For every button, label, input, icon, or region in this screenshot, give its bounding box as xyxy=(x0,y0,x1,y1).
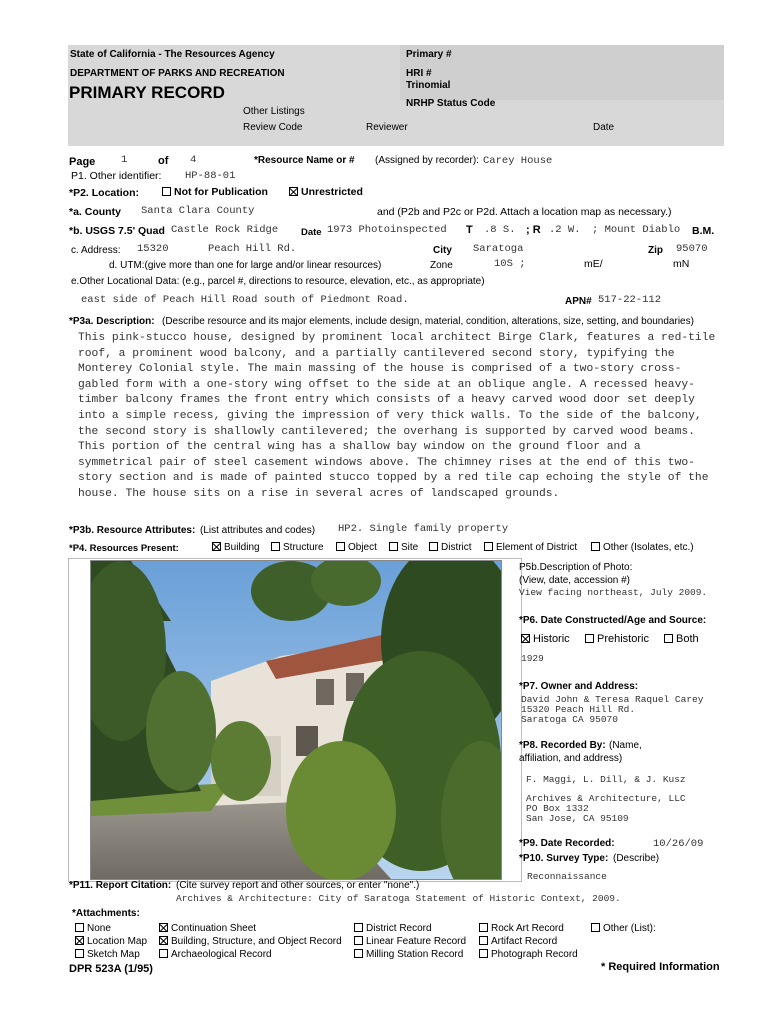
recorded-by-label: *P8. Recorded By: xyxy=(519,740,606,751)
object-checkbox[interactable] xyxy=(336,542,345,551)
county-label: *a. County xyxy=(69,206,121,218)
other-resource-label: Other (Isolates, etc.) xyxy=(603,542,694,553)
page-of: of xyxy=(158,155,169,167)
date-constructed-label: *P6. Date Constructed/Age and Source: xyxy=(519,615,707,626)
photo-desc-label: P5b.Description of Photo: xyxy=(519,562,633,573)
usgs-date-label: Date xyxy=(301,227,322,238)
building-label: Building xyxy=(224,542,260,553)
location-label: *P2. Location: xyxy=(69,187,140,199)
report-citation-value: Archives & Architecture: City of Saratoga Statement of Historic Context, 2009. xyxy=(176,893,621,904)
prehistoric-option[interactable] xyxy=(585,633,649,645)
structure-label: Structure xyxy=(283,542,324,553)
page-total: 4 xyxy=(190,154,197,166)
attach-milling-station-record[interactable] xyxy=(354,949,463,960)
county-value: Santa Clara County xyxy=(141,205,255,217)
attach-sketch-map[interactable] xyxy=(75,949,140,960)
survey-type-label: *P10. Survey Type: xyxy=(519,853,609,864)
resource-element-of-district[interactable] xyxy=(484,542,577,553)
archaeological-record-checkbox[interactable] xyxy=(159,949,168,958)
other-locational-value: east side of Peach Hill Road south of Piedmont Road. xyxy=(81,294,409,306)
trinomial-label: Trinomial xyxy=(406,80,451,91)
linear-feature-record-checkbox[interactable] xyxy=(354,936,363,945)
artifact-record-checkbox[interactable] xyxy=(479,936,488,945)
city-label: City xyxy=(433,245,452,256)
description-text: This pink-stucco house, designed by prominent local architect Birge Clark, features a red-tile roof, a prominent wood balcony, and a partially cantilevered second story, typifying the Monterey Colonial style. The main massing of the house is comprised of a two-story cross- gabled form with a one-story wing offset to the side at an oblique angle. A recessed heavy- timber balcony frames the front entry which consists of a heavy carved wood door set deeply into a simple recess, giving the impression of very thick walls. To the side of the balcony, the second story is shallowly cantilevered; the overhang is supported by carved wood beams. This portion of the central wing has a shallow bay window on the ground floor and a symmetrical pair of steel casement windows above. The chimney rises at the end of this two- story section and is made of painted stucco topped by a red tile cap echoing the style of the house. The house sits on a rise in several acres of landscaped grounds. xyxy=(78,332,716,500)
house-photo xyxy=(90,560,502,880)
attach-rock-art-record[interactable] xyxy=(479,923,564,934)
zone-value: 10S ; xyxy=(494,258,526,270)
attach-continuation-sheet[interactable] xyxy=(159,923,256,934)
address-number: 15320 xyxy=(137,243,169,255)
unrestricted-label: Unrestricted xyxy=(301,186,363,198)
other-identifier-value: HP-88-01 xyxy=(185,170,236,182)
district-label: District xyxy=(441,542,472,553)
attach-archaeological-record[interactable] xyxy=(159,949,272,960)
apn-value: 517-22-112 xyxy=(598,294,662,306)
township-label: T xyxy=(466,224,473,236)
utm-label: d. UTM:(give more than one for large and/or linear resources) xyxy=(109,260,382,271)
photograph-record-checkbox[interactable] xyxy=(479,949,488,958)
resources-present-label: *P4. Resources Present: xyxy=(69,543,179,554)
photograph-record-label: Photograph Record xyxy=(491,949,578,960)
recorded-by-note-2: affiliation, and address) xyxy=(519,753,623,764)
building-checkbox[interactable] xyxy=(212,542,221,551)
district-record-checkbox[interactable] xyxy=(354,923,363,932)
historic-label: Historic xyxy=(533,633,570,645)
hri-label: HRI # xyxy=(406,68,432,79)
both-label: Both xyxy=(676,633,699,645)
apn-label: APN# xyxy=(565,296,592,307)
recorded-by-line-3: San Jose, CA 95109 xyxy=(526,813,629,824)
address-label: c. Address: xyxy=(71,245,121,256)
site-checkbox[interactable] xyxy=(389,542,398,551)
photo-desc-note: (View, date, accession #) xyxy=(519,575,630,586)
other-locational-label: e.Other Locational Data: (e.g., parcel #, directions to resource, elevation, etc., as appropriate) xyxy=(71,276,485,287)
both-option[interactable] xyxy=(664,633,699,645)
county-note: and (P2b and P2c or P2d. Attach a location map as necessary.) xyxy=(377,206,672,218)
district-checkbox[interactable] xyxy=(429,542,438,551)
resource-name-value: Carey House xyxy=(483,155,553,167)
site-label: Site xyxy=(401,542,419,553)
other-resource-checkbox[interactable] xyxy=(591,542,600,551)
range-label: ; R xyxy=(526,224,541,236)
structure-checkbox[interactable] xyxy=(271,542,280,551)
date-recorded-value: 10/26/09 xyxy=(653,838,704,850)
resource-name-note: (Assigned by recorder): xyxy=(375,155,479,166)
owner-line-3: Saratoga CA 95070 xyxy=(521,714,618,725)
nrhp-label: NRHP Status Code xyxy=(406,98,496,109)
zip-value: 95070 xyxy=(676,243,708,255)
prehistoric-label: Prehistoric xyxy=(597,633,649,645)
attributes-value: HP2. Single family property xyxy=(338,523,509,535)
district-record-label: District Record xyxy=(366,923,432,934)
resource-object[interactable] xyxy=(336,542,377,553)
attach-photograph-record[interactable] xyxy=(479,949,578,960)
survey-type-note: (Describe) xyxy=(613,853,660,864)
required-info-note: * Required Information xyxy=(601,961,720,973)
element-of-district-checkbox[interactable] xyxy=(484,542,493,551)
department: DEPARTMENT OF PARKS AND RECREATION xyxy=(70,68,285,79)
page-label: Page xyxy=(69,156,96,168)
owner-label: *P7. Owner and Address: xyxy=(519,681,639,692)
photo-desc-value: View facing northeast, July 2009. xyxy=(519,587,708,598)
milling-station-record-label: Milling Station Record xyxy=(366,949,464,960)
attributes-label: *P3b. Resource Attributes: xyxy=(69,525,196,536)
recorded-by-line-1: Archives & Architecture, LLC xyxy=(526,793,686,804)
zip-label: Zip xyxy=(648,245,663,256)
review-code-label: Review Code xyxy=(243,122,303,133)
attach-artifact-record[interactable] xyxy=(479,936,557,947)
sketch-map-checkbox[interactable] xyxy=(75,949,84,958)
usgs-quad: Castle Rock Ridge xyxy=(171,224,279,236)
rock-art-record-label: Rock Art Record xyxy=(491,923,564,934)
other-attachment-checkbox[interactable] xyxy=(591,923,600,932)
me-label: mE/ xyxy=(584,258,603,270)
address-street: Peach Hill Rd. xyxy=(208,243,297,255)
description-label: *P3a. Description: xyxy=(69,316,155,327)
none-checkbox[interactable] xyxy=(75,923,84,932)
date-recorded-label: *P9. Date Recorded: xyxy=(519,838,615,849)
agency: State of California - The Resources Agency xyxy=(70,49,275,60)
not-for-publication-option[interactable] xyxy=(162,186,268,198)
bm-label: B.M. xyxy=(692,225,715,237)
attach-district-record[interactable] xyxy=(354,923,432,934)
rock-art-record-checkbox[interactable] xyxy=(479,923,488,932)
resource-district[interactable] xyxy=(429,542,472,553)
location-map-label: Location Map xyxy=(87,936,148,947)
resource-structure[interactable] xyxy=(271,542,324,553)
attach-linear-feature-record[interactable] xyxy=(354,936,466,947)
date-label: Date xyxy=(593,122,615,133)
reviewer-label: Reviewer xyxy=(366,122,408,133)
zone-label: Zone xyxy=(430,260,453,271)
form-number: DPR 523A (1/95) xyxy=(69,963,153,975)
continuation-sheet-label: Continuation Sheet xyxy=(171,923,257,934)
attributes-note: (List attributes and codes) xyxy=(200,525,316,536)
recorded-by-line-2: PO Box 1332 xyxy=(526,803,589,814)
not-for-publication-label: Not for Publication xyxy=(174,186,268,198)
primary-label: Primary # xyxy=(406,49,452,60)
element-of-district-label: Element of District xyxy=(496,542,578,553)
attach-none[interactable] xyxy=(75,923,111,934)
resource-name-label: *Resource Name or # xyxy=(254,155,355,166)
report-citation-label: *P11. Report Citation: xyxy=(69,880,172,891)
page-number: 1 xyxy=(121,154,128,166)
not-for-publication-checkbox[interactable] xyxy=(162,187,171,196)
survey-type-value: Reconnaissance xyxy=(527,871,607,882)
other-attachment-label: Other (List): xyxy=(603,923,656,934)
building-record-label: Building, Structure, and Object Record xyxy=(171,936,342,947)
owner-line-1: David John & Teresa Raquel Carey xyxy=(521,694,704,705)
resource-site[interactable] xyxy=(389,542,418,553)
resource-building[interactable] xyxy=(212,542,260,553)
usgs-date: 1973 Photoinspected xyxy=(327,224,447,236)
archaeological-record-label: Archaeological Record xyxy=(171,949,272,960)
township-value: .8 S. xyxy=(484,224,516,236)
form-title: PRIMARY RECORD xyxy=(69,83,225,102)
milling-station-record-checkbox[interactable] xyxy=(354,949,363,958)
attach-other[interactable] xyxy=(591,923,656,934)
location-map-checkbox[interactable] xyxy=(75,936,84,945)
historic-option[interactable] xyxy=(521,633,570,645)
range-value: .2 W. xyxy=(549,224,581,236)
meridian-value: ; Mount Diablo xyxy=(592,224,681,236)
description-note: (Describe resource and its major elements, include design, material, condition, alterations, size, setting, and boundaries) xyxy=(162,316,694,327)
mn-label: mN xyxy=(673,258,690,270)
recorded-by-names: F. Maggi, L. Dill, & J. Kusz xyxy=(526,774,686,785)
other-listings-label: Other Listings xyxy=(243,106,305,117)
city-value: Saratoga xyxy=(473,243,524,255)
sketch-map-label: Sketch Map xyxy=(87,949,140,960)
recorded-by-note: (Name, xyxy=(609,740,642,751)
date-constructed-value: 1929 xyxy=(521,653,544,664)
object-label: Object xyxy=(348,542,377,553)
attachments-label: *Attachments: xyxy=(72,908,140,919)
artifact-record-label: Artifact Record xyxy=(491,936,558,947)
both-checkbox[interactable] xyxy=(664,634,673,643)
owner-line-2: 15320 Peach Hill Rd. xyxy=(521,704,636,715)
usgs-label: *b. USGS 7.5' Quad xyxy=(69,225,165,237)
prehistoric-checkbox[interactable] xyxy=(585,634,594,643)
other-identifier-label: P1. Other identifier: xyxy=(71,170,162,182)
unrestricted-checkbox[interactable] xyxy=(289,187,298,196)
linear-feature-record-label: Linear Feature Record xyxy=(366,936,467,947)
report-citation-note: (Cite survey report and other sources, or enter "none".) xyxy=(176,880,420,891)
historic-checkbox[interactable] xyxy=(521,634,530,643)
attach-location-map[interactable] xyxy=(75,936,147,947)
attach-building-record[interactable] xyxy=(159,936,342,947)
none-label: None xyxy=(87,923,111,934)
resource-other[interactable] xyxy=(591,542,694,553)
continuation-sheet-checkbox[interactable] xyxy=(159,923,168,932)
unrestricted-option[interactable] xyxy=(289,186,363,198)
building-record-checkbox[interactable] xyxy=(159,936,168,945)
